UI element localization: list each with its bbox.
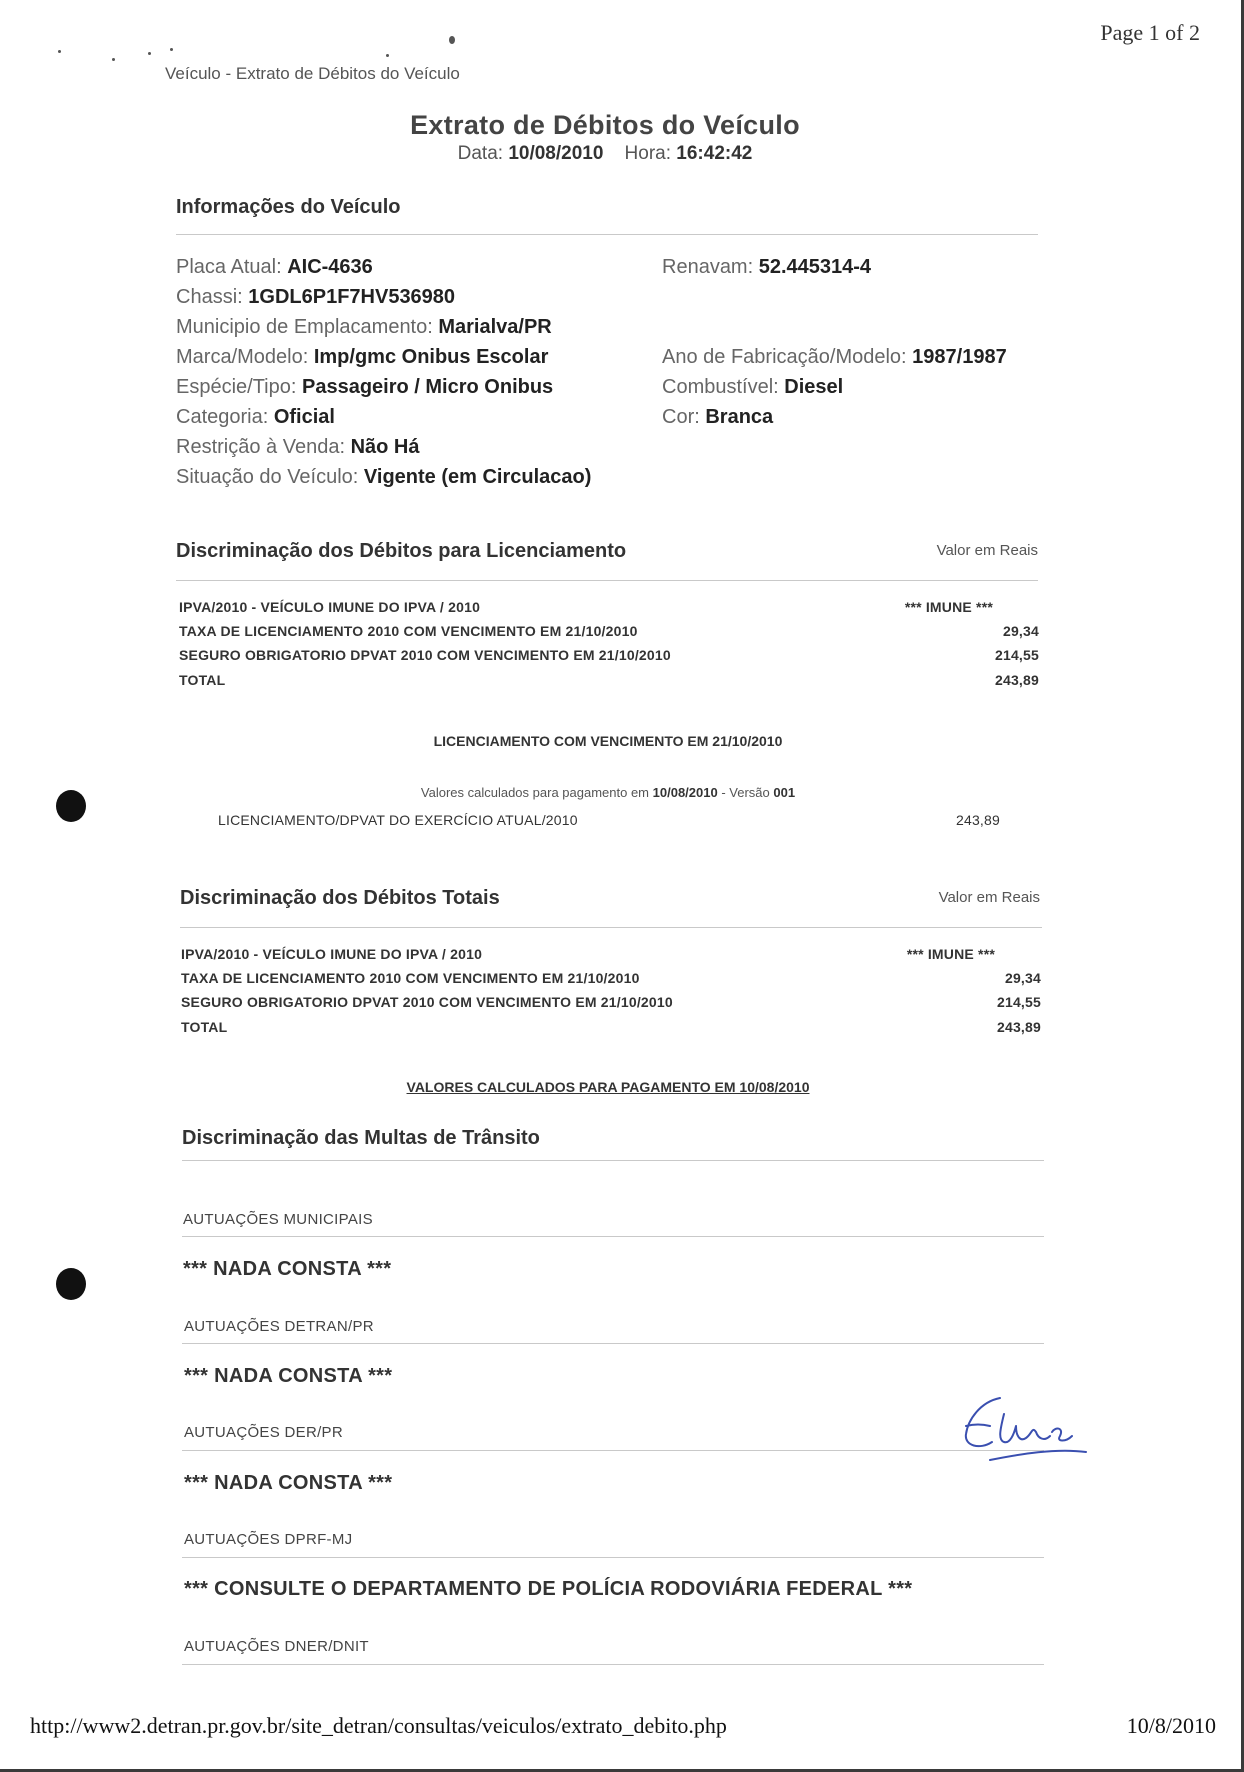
fines-group-status: *** NADA CONSTA *** <box>184 1472 393 1494</box>
field-categoria: Categoria: Oficial <box>176 406 335 428</box>
section-divider <box>176 234 1038 235</box>
fines-group-status: *** CONSULTE O DEPARTAMENTO DE POLÍCIA RODOVIÁRIA FEDERAL *** <box>184 1578 913 1600</box>
debt-row: SEGURO OBRIGATORIO DPVAT 2010 COM VENCIMENTO EM 21/10/2010 214,55 <box>181 994 1041 1010</box>
section-divider <box>182 1664 1044 1665</box>
scan-speck <box>386 54 389 57</box>
handwritten-signature <box>960 1390 1090 1470</box>
calc-note: Valores calculados para pagamento em 10/08/2010 - Versão 001 <box>420 785 796 800</box>
footer-url: http://www2.detran.pr.gov.br/site_detran/consultas/veiculos/extrato_debito.php <box>30 1713 727 1738</box>
time-label: Hora: <box>624 143 672 164</box>
debt-total-row: TOTAL 243,89 <box>179 672 1039 688</box>
fines-group-label: AUTUAÇÕES DER/PR <box>184 1424 343 1441</box>
page-number: Page 1 of 2 <box>1100 20 1200 45</box>
fines-group-label: AUTUAÇÕES MUNICIPAIS <box>183 1211 373 1228</box>
date-value: 10/08/2010 <box>508 143 604 164</box>
breadcrumb: Veículo - Extrato de Débitos do Veículo <box>165 64 460 83</box>
scan-speck <box>148 52 151 55</box>
section-divider <box>182 1236 1044 1237</box>
field-ano: Ano de Fabricação/Modelo: 1987/1987 <box>662 346 1007 368</box>
date-label: Data: <box>457 143 504 164</box>
section-divider <box>182 1557 1044 1558</box>
field-situacao: Situação do Veículo: Vigente (em Circulacao) <box>176 466 592 488</box>
field-placa: Placa Atual: AIC-4636 <box>176 256 373 278</box>
section-divider <box>180 927 1042 928</box>
scan-speck <box>449 36 455 44</box>
punch-hole <box>56 790 86 822</box>
field-municipio: Municipio de Emplacamento: Marialva/PR <box>176 316 552 338</box>
debt-row: IPVA/2010 - VEÍCULO IMUNE DO IPVA / 2010 *** IMUNE *** <box>179 599 993 615</box>
field-restricao: Restrição à Venda: Não Há <box>176 436 420 458</box>
punch-hole <box>56 1268 86 1300</box>
document-datetime <box>0 143 1210 165</box>
currency-note: Valor em Reais <box>938 889 1040 906</box>
debt-row: TAXA DE LICENCIAMENTO 2010 COM VENCIMENTO EM 21/10/2010 29,34 <box>179 623 1039 639</box>
fines-group-status: *** NADA CONSTA *** <box>183 1258 392 1280</box>
debt-row: SEGURO OBRIGATORIO DPVAT 2010 COM VENCIMENTO EM 21/10/2010 214,55 <box>179 647 1039 663</box>
fines-group-label: AUTUAÇÕES DETRAN/PR <box>184 1318 374 1335</box>
total-debts-title: Discriminação dos Débitos Totais <box>180 887 500 909</box>
field-combustivel: Combustível: Diesel <box>662 376 844 398</box>
current-year-row: LICENCIAMENTO/DPVAT DO EXERCÍCIO ATUAL/2010 243,89 <box>218 812 1000 828</box>
field-marca-modelo: Marca/Modelo: Imp/gmc Onibus Escolar <box>176 346 549 368</box>
scan-speck <box>58 50 61 53</box>
scan-speck <box>170 48 173 51</box>
time-value: 16:42:42 <box>676 143 753 164</box>
scan-speck <box>112 58 115 61</box>
debt-row: TAXA DE LICENCIAMENTO 2010 COM VENCIMENTO EM 21/10/2010 29,34 <box>181 970 1041 986</box>
licensing-debts-title: Discriminação dos Débitos para Licenciamento <box>176 540 627 562</box>
payment-note: VALORES CALCULADOS PARA PAGAMENTO EM 10/08/2010 <box>406 1079 810 1095</box>
field-renavam: Renavam: 52.445314-4 <box>662 256 872 278</box>
vehicle-info-title: Informações do Veículo <box>176 196 401 218</box>
fines-group-label: AUTUAÇÕES DPRF-MJ <box>184 1531 353 1548</box>
field-especie-tipo: Espécie/Tipo: Passageiro / Micro Onibus <box>176 376 554 398</box>
section-divider <box>176 580 1038 581</box>
fines-group-label: AUTUAÇÕES DNER/DNIT <box>184 1638 369 1655</box>
section-divider <box>182 1450 1044 1451</box>
field-cor: Cor: Branca <box>662 406 774 428</box>
field-chassi: Chassi: 1GDL6P1F7HV536980 <box>176 286 456 308</box>
page-title: Extrato de Débitos do Veículo <box>410 110 800 140</box>
section-divider <box>182 1160 1044 1161</box>
debt-row: IPVA/2010 - VEÍCULO IMUNE DO IPVA / 2010 *** IMUNE *** <box>181 946 995 962</box>
section-divider <box>182 1343 1044 1344</box>
debt-total-row: TOTAL 243,89 <box>181 1019 1041 1035</box>
footer-date: 10/8/2010 <box>1126 1713 1216 1738</box>
due-heading: LICENCIAMENTO COM VENCIMENTO EM 21/10/2010 <box>433 733 783 749</box>
currency-note: Valor em Reais <box>936 542 1038 559</box>
traffic-fines-title: Discriminação das Multas de Trânsito <box>182 1127 540 1149</box>
fines-group-status: *** NADA CONSTA *** <box>184 1365 393 1387</box>
